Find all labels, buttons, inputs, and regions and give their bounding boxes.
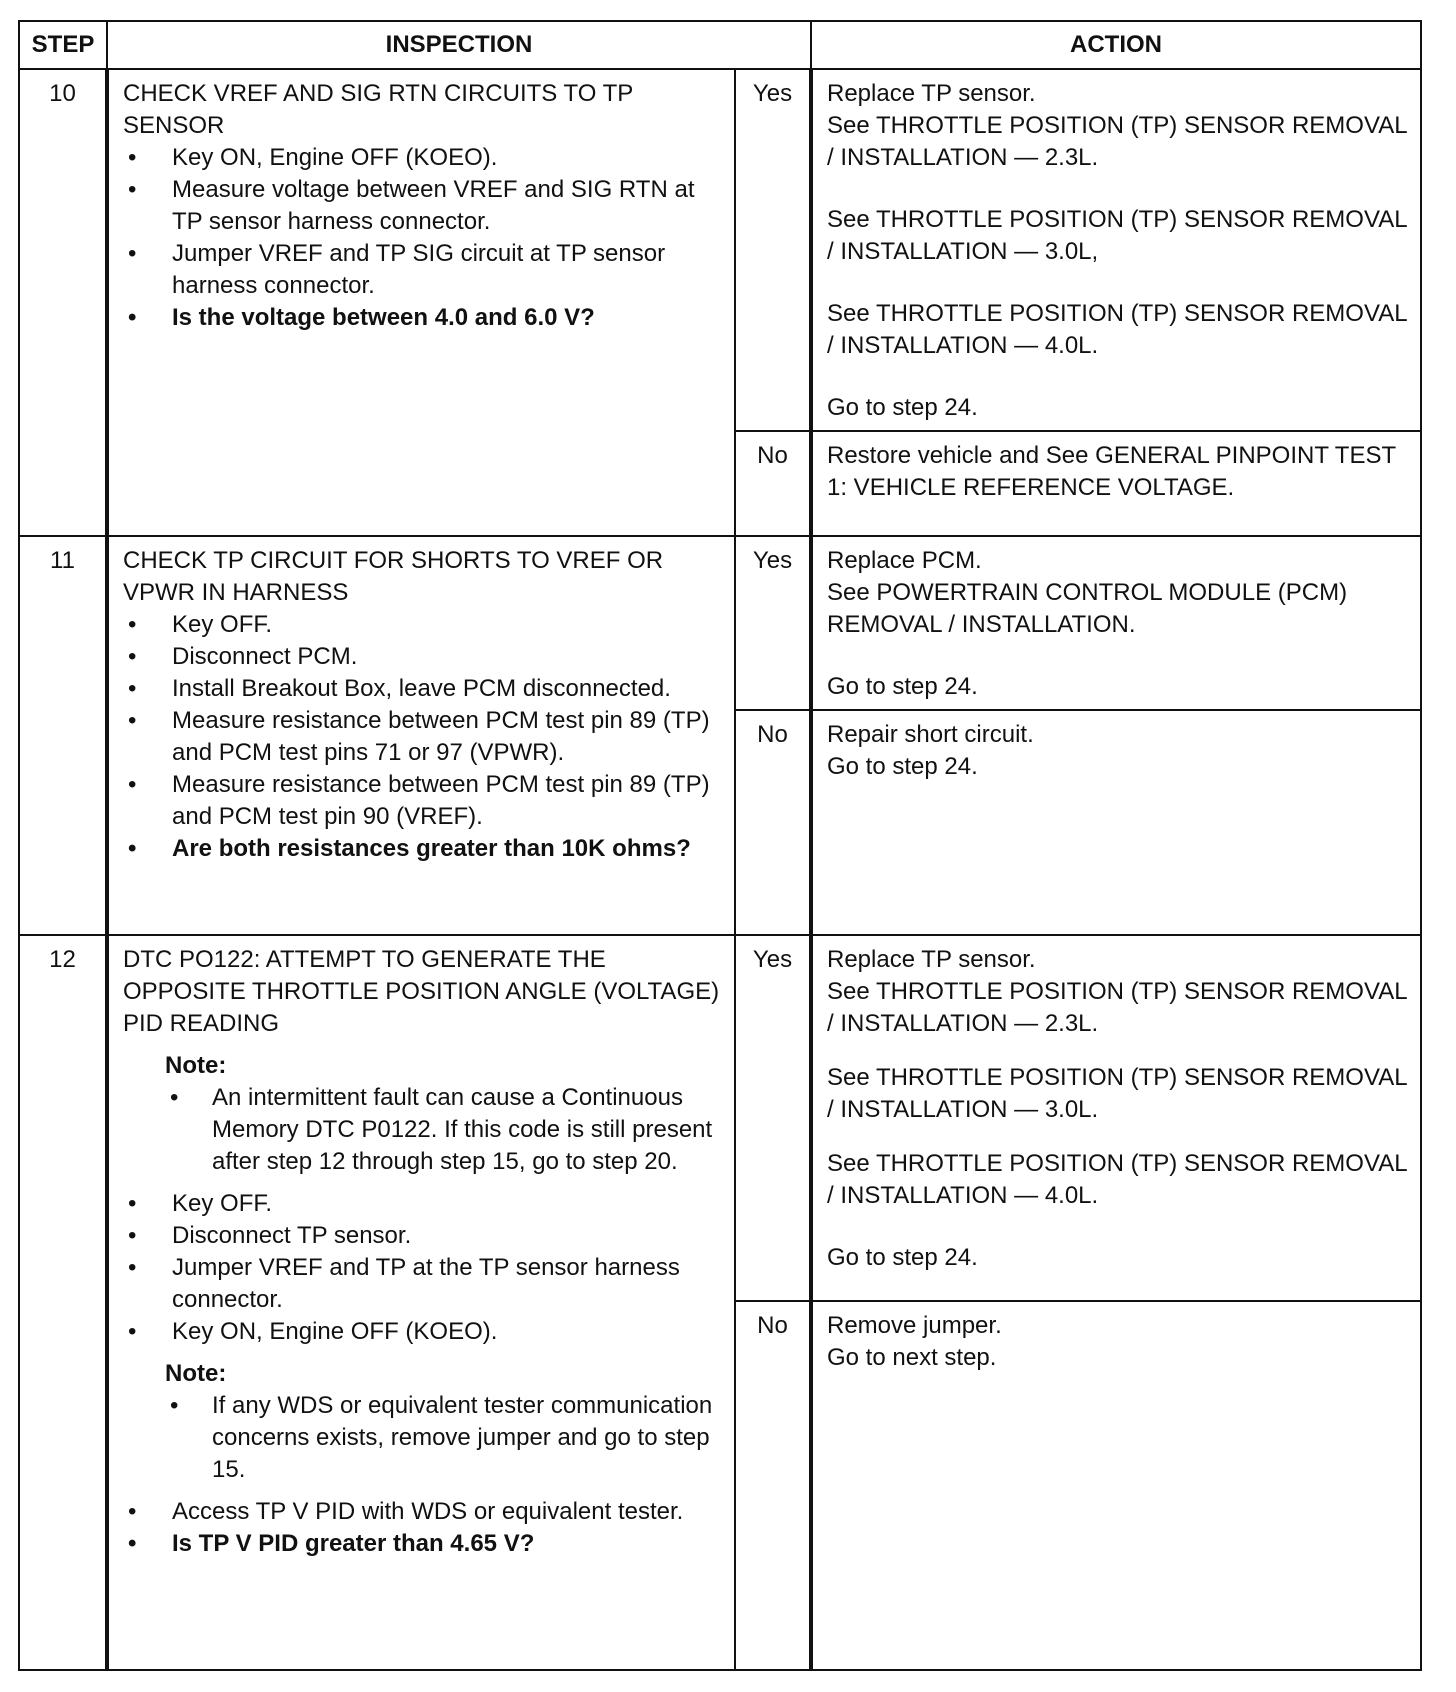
pinpoint-test-table [18, 20, 1422, 1671]
action-line: Replace PCM. [827, 547, 982, 574]
note-list [165, 1390, 722, 1486]
note-list [165, 1082, 722, 1178]
inspection-cell [107, 536, 735, 935]
action-line: Repair short circuit. [827, 721, 1034, 748]
table-row [19, 69, 1421, 431]
header-step: STEP [19, 21, 107, 69]
inspection-list [123, 1188, 722, 1348]
action-line: Go to next step. [827, 1344, 997, 1371]
action-line: Go to step 24. [827, 1244, 978, 1271]
action-line: See THROTTLE POSITION (TP) SENSOR REMOVAL / INSTALLATION — 4.0L. [827, 300, 1407, 359]
list-item: • Jumper VREF and TP SIG circuit at TP sensor harness connector. [123, 238, 722, 302]
step-number: 12 [19, 935, 107, 1670]
action-line: Replace TP sensor. [827, 80, 1036, 107]
action-line: See POWERTRAIN CONTROL MODULE (PCM) REMOVAL / INSTALLATION. [827, 579, 1348, 638]
list-item: • Key OFF. [123, 1188, 722, 1220]
diagnostic-table-page [18, 20, 1420, 1671]
table-row [19, 935, 1421, 1301]
yes-action-cell [811, 935, 1421, 1301]
list-item: • Measure resistance between PCM test pin 89 (TP) and PCM test pins 71 or 97 (VPWR). [123, 705, 722, 769]
yes-label: Yes [735, 935, 811, 1301]
no-label: No [735, 710, 811, 935]
inspection-list [123, 609, 722, 865]
action-line: Go to step 24. [827, 753, 978, 780]
action-line: Restore vehicle and See GENERAL PINPOINT TEST 1: VEHICLE REFERENCE VOLTAGE. [827, 442, 1396, 501]
list-item: • Key ON, Engine OFF (KOEO). [123, 1316, 722, 1348]
list-item: • Disconnect TP sensor. [123, 1220, 722, 1252]
no-action-cell [811, 710, 1421, 935]
action-line: See THROTTLE POSITION (TP) SENSOR REMOVAL / INSTALLATION — 3.0L, [827, 206, 1407, 265]
action-line: See THROTTLE POSITION (TP) SENSOR REMOVAL / INSTALLATION — 3.0L. [827, 1064, 1407, 1123]
list-item: • Install Breakout Box, leave PCM disconnected. [123, 673, 722, 705]
no-label: No [735, 431, 811, 536]
action-line: Replace TP sensor. [827, 946, 1036, 973]
inspection-question: • Is the voltage between 4.0 and 6.0 V? [123, 302, 722, 334]
note-text: • An intermittent fault can cause a Continuous Memory DTC P0122. If this code is still present after step 12 through step 15, go to step 20. [165, 1082, 722, 1178]
action-line: See THROTTLE POSITION (TP) SENSOR REMOVAL / INSTALLATION — 2.3L. [827, 112, 1407, 171]
note-box [165, 1358, 722, 1486]
action-line: See THROTTLE POSITION (TP) SENSOR REMOVAL / INSTALLATION — 2.3L. [827, 978, 1407, 1037]
yes-action-cell [811, 69, 1421, 431]
list-item: • Jumper VREF and TP at the TP sensor harness connector. [123, 1252, 722, 1316]
yes-action-cell [811, 536, 1421, 710]
action-line: Go to step 24. [827, 673, 978, 700]
note-label: Note: [165, 1052, 227, 1079]
list-item: • Measure resistance between PCM test pin 89 (TP) and PCM test pin 90 (VREF). [123, 769, 722, 833]
list-item: • Key OFF. [123, 609, 722, 641]
header-inspection: INSPECTION [107, 21, 811, 69]
no-action-cell [811, 431, 1421, 536]
note-box [165, 1050, 722, 1178]
list-item: • Key ON, Engine OFF (KOEO). [123, 142, 722, 174]
inspection-question: • Is TP V PID greater than 4.65 V? [123, 1528, 722, 1560]
note-text: • If any WDS or equivalent tester communication concerns exists, remove jumper and go to step 15. [165, 1390, 722, 1486]
inspection-question: • Are both resistances greater than 10K ohms? [123, 833, 722, 865]
yes-label: Yes [735, 69, 811, 431]
no-action-cell [811, 1301, 1421, 1670]
inspection-title: CHECK TP CIRCUIT FOR SHORTS TO VREF OR VPWR IN HARNESS [123, 547, 664, 606]
action-line: Remove jumper. [827, 1312, 1002, 1339]
no-label: No [735, 1301, 811, 1670]
table-row [19, 536, 1421, 710]
header-action: ACTION [811, 21, 1421, 69]
inspection-cell [107, 935, 735, 1670]
list-item: • Access TP V PID with WDS or equivalent tester. [123, 1496, 722, 1528]
inspection-cell [107, 69, 735, 536]
list-item: • Disconnect PCM. [123, 641, 722, 673]
inspection-list [123, 1496, 722, 1560]
step-number: 10 [19, 69, 107, 536]
inspection-list [123, 142, 722, 334]
yes-label: Yes [735, 536, 811, 710]
list-item: • Measure voltage between VREF and SIG RTN at TP sensor harness connector. [123, 174, 722, 238]
step-number: 11 [19, 536, 107, 935]
note-label: Note: [165, 1360, 227, 1387]
action-line: Go to step 24. [827, 394, 978, 421]
action-line: See THROTTLE POSITION (TP) SENSOR REMOVAL / INSTALLATION — 4.0L. [827, 1150, 1407, 1209]
inspection-title: DTC PO122: ATTEMPT TO GENERATE THE OPPOSITE THROTTLE POSITION ANGLE (VOLTAGE) PID READING [123, 946, 720, 1037]
inspection-title: CHECK VREF AND SIG RTN CIRCUITS TO TP SENSOR [123, 80, 633, 139]
table-header-row [19, 21, 1421, 69]
